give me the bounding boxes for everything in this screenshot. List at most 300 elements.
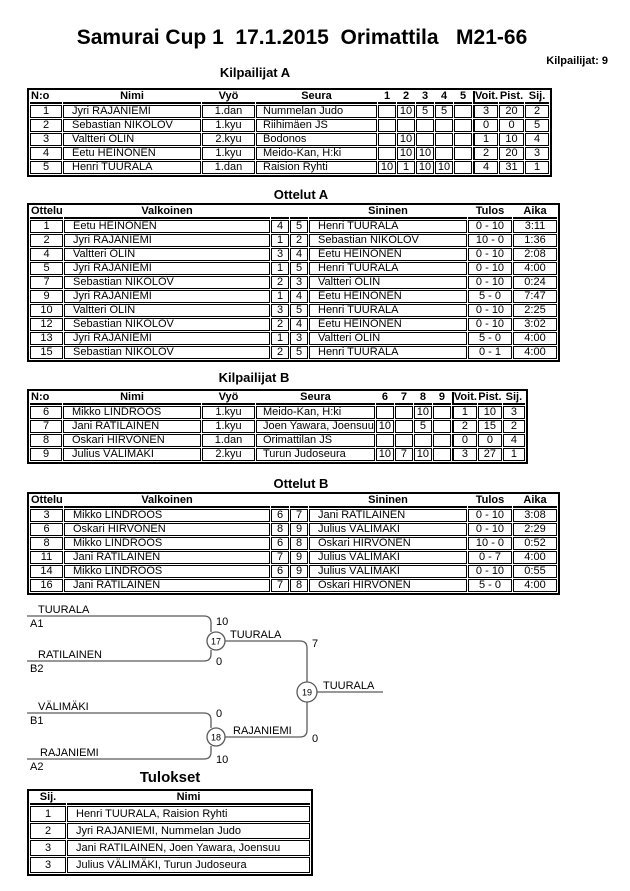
cell-scores-3 — [435, 147, 453, 160]
cell-match: 4 — [30, 248, 63, 261]
cell-wno: 7 — [271, 579, 289, 592]
col-header-match: Ottelu — [31, 206, 63, 217]
cell-time: 3:11 — [513, 220, 557, 233]
col-header-blue-no — [290, 495, 308, 508]
cell-time: 0:24 — [513, 276, 557, 289]
table-row — [30, 434, 525, 447]
cell-place: 2 — [30, 823, 66, 839]
cell-time: 3:08 — [513, 509, 557, 522]
cell-club: Riihimäen JS — [256, 119, 377, 132]
cell-result: 0 - 1 — [468, 346, 512, 359]
cell-name: Oskari HIRVONEN — [63, 434, 201, 447]
col-header-white-no — [271, 495, 289, 508]
cell-place: 3 — [30, 840, 66, 856]
cell-blue: Julius VÄLIMÄKI — [309, 551, 467, 564]
cell-scores-1: 7 — [395, 448, 413, 461]
cell-bno: 3 — [290, 332, 308, 345]
table-row — [30, 579, 557, 592]
cell-wno: 2 — [271, 346, 289, 359]
col-header-round: 1 — [378, 91, 396, 104]
cell-name: Jani RATILAINEN — [63, 420, 201, 433]
cell-white: Jyri RAJANIEMI — [64, 234, 270, 247]
cell-scores-3: 10 — [435, 161, 453, 174]
bracket-seed-label: B2 — [30, 663, 44, 675]
header-row — [30, 206, 557, 219]
cell-scores-0: 10 — [376, 448, 394, 461]
cell-blue: Eetu HEINONEN — [309, 290, 467, 303]
cell-place: 3 — [30, 857, 66, 873]
cell-scores-4 — [454, 161, 472, 174]
section-heading-matches-b: Ottelut B — [273, 476, 329, 491]
col-header-wins: Voit. — [453, 392, 477, 403]
cell-scores-3: 5 — [435, 105, 453, 118]
header-row — [30, 392, 525, 405]
col-header-white: Valkoinen — [64, 206, 270, 219]
cell-club: Bodonos — [256, 133, 377, 146]
cell-name: Jyri RAJANIEMI, Nummelan Judo — [67, 823, 310, 839]
pool-a-table — [27, 88, 552, 177]
cell-scores-4 — [454, 119, 472, 132]
cell-scores-1: 1 — [397, 161, 415, 174]
cell-time: 4:00 — [513, 579, 557, 592]
cell-match: 1 — [30, 220, 63, 233]
cell-place: 1 — [30, 806, 66, 822]
bracket-score: 10 — [216, 754, 229, 766]
table-row — [30, 220, 557, 233]
cell-match: 14 — [30, 565, 63, 578]
cell-result: 0 - 10 — [468, 523, 512, 536]
header-row — [30, 792, 310, 805]
col-header-time: Aika — [513, 495, 557, 508]
cell-result: 0 - 10 — [468, 248, 512, 261]
cell-scores-0 — [378, 119, 396, 132]
cell-bno: 4 — [290, 248, 308, 261]
table-row — [30, 147, 549, 160]
bracket-score: 0 — [312, 733, 319, 745]
cell-wno: 8 — [271, 523, 289, 536]
cell-scores-2: 5 — [416, 105, 434, 118]
col-header-place: Sij. — [30, 792, 66, 805]
cell-scores-0 — [378, 133, 396, 146]
cell-scores-4 — [454, 105, 472, 118]
cell-wno: 3 — [271, 304, 289, 317]
bracket-seed-label: B1 — [30, 715, 44, 727]
cell-result: 10 - 0 — [468, 234, 512, 247]
cell-scores-4 — [454, 147, 472, 160]
cell-place: 4 — [503, 434, 525, 447]
cell-club: Orimattilan JS — [256, 434, 375, 447]
cell-points: 20 — [499, 147, 524, 160]
cell-bno: 5 — [290, 220, 308, 233]
cell-blue: Oskari HIRVONEN — [309, 579, 467, 592]
table-row — [30, 304, 557, 317]
col-header-place: Sij. — [503, 392, 525, 405]
cell-scores-3 — [433, 448, 451, 461]
cell-club: Turun Judoseura — [256, 448, 375, 461]
cell-wno: 1 — [271, 262, 289, 275]
table-row — [30, 234, 557, 247]
cell-result: 0 - 10 — [468, 220, 512, 233]
table-row — [30, 823, 310, 839]
cell-belt: 1.dan — [202, 105, 255, 118]
cell-scores-4 — [454, 133, 472, 146]
col-header-name: Nimi — [67, 792, 310, 805]
bracket-entry-name: RAJANIEMI — [40, 747, 99, 759]
cell-white: Jyri RAJANIEMI — [64, 290, 270, 303]
table-row — [30, 806, 310, 822]
cell-wins: 2 — [473, 147, 498, 160]
col-header-club: Seura — [256, 392, 375, 405]
results-table — [27, 789, 313, 876]
cell-match: 6 — [30, 523, 63, 536]
col-header-no: N:o — [30, 91, 62, 104]
cell-result: 5 - 0 — [468, 579, 512, 592]
col-header-result: Tulos — [468, 495, 512, 508]
cell-wno: 3 — [271, 248, 289, 261]
cell-white: Sebastian NIKOLOV — [64, 276, 270, 289]
cell-result: 0 - 10 — [468, 318, 512, 331]
cell-points: 10 — [499, 133, 524, 146]
cell-bno: 8 — [290, 579, 308, 592]
cell-wno: 6 — [271, 537, 289, 550]
cell-time: 4:00 — [513, 551, 557, 564]
cell-blue: Valtteri OLIN — [309, 332, 467, 345]
col-header-belt: Vyö — [202, 392, 255, 405]
cell-match: 7 — [30, 276, 63, 289]
table-row — [30, 248, 557, 261]
table-row — [30, 448, 525, 461]
col-header-round: 7 — [395, 392, 413, 405]
cell-scores-0 — [376, 406, 394, 419]
cell-club: Nummelan Judo — [256, 105, 377, 118]
cell-match: 9 — [30, 290, 63, 303]
bracket-match-number: 19 — [301, 687, 313, 698]
cell-match: 11 — [30, 551, 63, 564]
header-row — [30, 495, 557, 508]
cell-place: 5 — [525, 119, 549, 132]
section-heading-pool-a: Kilpailijat A — [219, 65, 291, 80]
cell-wno: 4 — [271, 220, 289, 233]
cell-time: 4:00 — [513, 262, 557, 275]
cell-wins: 1 — [473, 133, 498, 146]
cell-white: Jani RATILAINEN — [64, 579, 270, 592]
cell-scores-1 — [395, 434, 413, 447]
cell-time: 4:00 — [513, 346, 557, 359]
col-header-match: Ottelu — [31, 495, 63, 506]
cell-points: 0 — [499, 119, 524, 132]
table-row — [30, 332, 557, 345]
cell-no: 3 — [30, 133, 62, 146]
bracket-match-number: 17 — [210, 636, 222, 647]
bracket-match-number: 18 — [210, 732, 222, 743]
cell-wno: 6 — [271, 509, 289, 522]
cell-white: Sebastian NIKOLOV — [64, 318, 270, 331]
cell-bno: 5 — [290, 304, 308, 317]
cell-scores-0: 10 — [376, 420, 394, 433]
cell-wno: 1 — [271, 332, 289, 345]
cell-match: 3 — [30, 509, 63, 522]
col-header-place: Sij. — [525, 91, 549, 104]
cell-wins: 0 — [452, 434, 477, 447]
cell-time: 3:02 — [513, 318, 557, 331]
table-row — [30, 857, 310, 873]
cell-scores-0: 10 — [378, 161, 396, 174]
cell-name: Henri TUURALA — [63, 161, 201, 174]
cell-time: 4:00 — [513, 332, 557, 345]
cell-name: Sebastian NIKOLOV — [63, 119, 201, 132]
cell-belt: 1.kyu — [202, 420, 255, 433]
cell-club: Meido-Kan, H:ki — [256, 406, 375, 419]
cell-result: 5 - 0 — [468, 290, 512, 303]
cell-blue: Eetu HEINONEN — [309, 248, 467, 261]
col-header-round: 5 — [454, 91, 472, 104]
cell-place: 2 — [503, 420, 525, 433]
cell-result: 0 - 10 — [468, 276, 512, 289]
cell-wno: 2 — [271, 318, 289, 331]
cell-bno: 7 — [290, 509, 308, 522]
col-header-blue-no — [290, 206, 308, 219]
cell-wins: 4 — [473, 161, 498, 174]
cell-name: Jyri RAJANIEMI — [63, 105, 201, 118]
cell-belt: 1.kyu — [202, 406, 255, 419]
cell-club: Meido-Kan, H:ki — [256, 147, 377, 160]
col-header-round: 4 — [435, 91, 453, 104]
cell-name: Henri TUURALA, Raision Ryhti — [67, 806, 310, 822]
table-row — [30, 161, 549, 174]
cell-blue: Jani RATILAINEN — [309, 509, 467, 522]
cell-white: Eetu HEINONEN — [64, 220, 270, 233]
cell-scores-3 — [433, 434, 451, 447]
cell-points: 15 — [478, 420, 502, 433]
bracket-entry-name: RATILAINEN — [38, 649, 102, 661]
cell-points: 31 — [499, 161, 524, 174]
cell-bno: 4 — [290, 318, 308, 331]
cell-bno: 9 — [290, 523, 308, 536]
cell-match: 12 — [30, 318, 63, 331]
cell-wno: 7 — [271, 551, 289, 564]
cell-result: 5 - 0 — [468, 332, 512, 345]
cell-match: 2 — [30, 234, 63, 247]
table-row — [30, 537, 557, 550]
cell-place: 1 — [503, 448, 525, 461]
cell-belt: 1.dan — [202, 161, 255, 174]
cell-white: Jyri RAJANIEMI — [64, 262, 270, 275]
table-row — [30, 840, 310, 856]
cell-blue: Julius VÄLIMÄKI — [309, 523, 467, 536]
cell-scores-2 — [414, 434, 432, 447]
cell-result: 0 - 10 — [468, 509, 512, 522]
cell-white: Jani RATILAINEN — [64, 551, 270, 564]
cell-bno: 4 — [290, 290, 308, 303]
table-row — [30, 509, 557, 522]
table-row — [30, 290, 557, 303]
cell-scores-2: 5 — [414, 420, 432, 433]
table-row — [30, 565, 557, 578]
cell-result: 10 - 0 — [468, 537, 512, 550]
cell-no: 7 — [30, 420, 62, 433]
cell-scores-1 — [395, 406, 413, 419]
cell-belt: 1.kyu — [202, 119, 255, 132]
cell-white: Mikko LINDROOS — [64, 537, 270, 550]
cell-result: 0 - 7 — [468, 551, 512, 564]
matches-b-table — [27, 492, 560, 595]
cell-name: Mikko LINDROOS — [63, 406, 201, 419]
cell-wno: 1 — [271, 234, 289, 247]
cell-time: 0:52 — [513, 537, 557, 550]
section-heading-results: Tulokset — [139, 769, 201, 786]
cell-belt: 2.kyu — [202, 448, 255, 461]
col-header-points: Pist. — [478, 392, 502, 403]
bracket-score: 10 — [216, 616, 229, 628]
cell-bno: 5 — [290, 346, 308, 359]
cell-white: Oskari HIRVONEN — [64, 523, 270, 536]
cell-place: 1 — [525, 161, 549, 174]
cell-scores-3 — [435, 119, 453, 132]
cell-blue: Oskari HIRVONEN — [309, 537, 467, 550]
cell-name: Eetu HEINONEN — [63, 147, 201, 160]
pool-b-table — [27, 389, 528, 464]
cell-points: 27 — [478, 448, 502, 461]
cell-scores-1: 10 — [397, 147, 415, 160]
cell-points: 0 — [478, 434, 502, 447]
cell-no: 9 — [30, 448, 62, 461]
table-row — [30, 420, 525, 433]
cell-blue: Henri TUURALA — [309, 346, 467, 359]
cell-time: 7:47 — [513, 290, 557, 303]
cell-club: Joen Yawara, Joensuu — [256, 420, 375, 433]
cell-no: 4 — [30, 147, 62, 160]
cell-scores-1: 10 — [397, 105, 415, 118]
col-header-white-no — [271, 206, 289, 219]
cell-scores-2: 10 — [414, 448, 432, 461]
cell-match: 15 — [30, 346, 63, 359]
table-row — [30, 262, 557, 275]
cell-bno: 9 — [290, 565, 308, 578]
bracket-winner-name: TUURALA — [230, 629, 282, 641]
cell-time: 2:08 — [513, 248, 557, 261]
bracket-score: 0 — [216, 656, 223, 668]
cell-result: 0 - 10 — [468, 304, 512, 317]
cell-time: 1:36 — [513, 234, 557, 247]
cell-scores-2 — [416, 119, 434, 132]
cell-bno: 8 — [290, 537, 308, 550]
cell-scores-1: 10 — [397, 133, 415, 146]
bracket-line — [225, 641, 307, 682]
cell-wins: 2 — [452, 420, 477, 433]
cell-scores-0 — [376, 434, 394, 447]
section-heading-pool-b: Kilpailijat B — [218, 370, 290, 385]
cell-blue: Henri TUURALA — [309, 304, 467, 317]
cell-name: Julius VÄLIMÄKI — [63, 448, 201, 461]
cell-match: 5 — [30, 262, 63, 275]
cell-time: 0:55 — [513, 565, 557, 578]
cell-result: 0 - 10 — [468, 262, 512, 275]
cell-match: 10 — [30, 304, 63, 317]
bracket-score: 0 — [216, 708, 223, 720]
cell-time: 2:29 — [513, 523, 557, 536]
cell-scores-1 — [397, 119, 415, 132]
cell-no: 8 — [30, 434, 62, 447]
cell-no: 1 — [30, 105, 62, 118]
bracket-seed-label: A1 — [30, 618, 44, 630]
col-header-result: Tulos — [468, 206, 512, 219]
cell-white: Valtteri OLIN — [64, 248, 270, 261]
page-title: Samurai Cup 1 17.1.2015 Orimattila M21-66 — [76, 26, 528, 49]
cell-no: 6 — [30, 406, 62, 419]
col-header-no: N:o — [30, 392, 62, 405]
col-header-blue: Sininen — [309, 495, 467, 508]
cell-scores-0 — [378, 147, 396, 160]
bracket-line — [27, 713, 211, 728]
cell-no: 5 — [30, 161, 62, 174]
cell-wno: 2 — [271, 276, 289, 289]
table-row — [30, 406, 525, 419]
col-header-round: 3 — [416, 91, 434, 104]
cell-club: Raision Ryhti — [256, 161, 377, 174]
table-row — [30, 119, 549, 132]
cell-wins: 3 — [473, 105, 498, 118]
cell-bno: 5 — [290, 262, 308, 275]
col-header-name: Nimi — [63, 392, 201, 405]
cell-white: Mikko LINDROOS — [64, 509, 270, 522]
cell-place: 4 — [525, 133, 549, 146]
cell-scores-3 — [433, 420, 451, 433]
table-row — [30, 318, 557, 331]
cell-wins: 1 — [452, 406, 477, 419]
participants-count: Kilpailijat: 9 — [546, 55, 608, 67]
cell-scores-2: 10 — [414, 406, 432, 419]
cell-wno: 6 — [271, 565, 289, 578]
cell-time: 2:25 — [513, 304, 557, 317]
cell-place: 3 — [525, 147, 549, 160]
cell-name: Julius VÄLIMÄKI, Turun Judoseura — [67, 857, 310, 873]
col-header-white: Valkoinen — [64, 495, 270, 508]
bracket-seed-label: A2 — [30, 761, 44, 773]
bracket-winner-name: RAJANIEMI — [233, 725, 292, 737]
cell-bno: 2 — [290, 234, 308, 247]
col-header-time: Aika — [513, 206, 557, 219]
col-header-wins: Voit. — [475, 91, 499, 102]
cell-white: Valtteri OLIN — [64, 304, 270, 317]
table-row — [30, 523, 557, 536]
cell-points: 20 — [499, 105, 524, 118]
table-row — [30, 551, 557, 564]
cell-name: Valtteri OLIN — [63, 133, 201, 146]
final-bracket — [0, 596, 630, 791]
table-row — [30, 105, 549, 118]
col-header-round: 2 — [397, 91, 415, 104]
bracket-entry-name: TUURALA — [38, 604, 90, 616]
cell-scores-1 — [395, 420, 413, 433]
cell-bno: 3 — [290, 276, 308, 289]
bracket-winner-name: TUURALA — [323, 680, 375, 692]
col-header-round: 6 — [376, 392, 394, 405]
cell-place: 3 — [503, 406, 525, 419]
cell-white: Sebastian NIKOLOV — [64, 346, 270, 359]
matches-a-table — [27, 203, 560, 362]
col-header-round: 9 — [433, 392, 451, 405]
bracket-entry-name: VÄLIMÄKI — [38, 701, 89, 713]
cell-wins: 3 — [452, 448, 477, 461]
bracket-score: 7 — [312, 638, 319, 650]
cell-scores-2 — [416, 133, 434, 146]
bracket-line — [27, 616, 211, 632]
cell-match: 16 — [30, 579, 63, 592]
cell-scores-2: 10 — [416, 147, 434, 160]
cell-match: 8 — [30, 537, 63, 550]
cell-wno: 1 — [271, 290, 289, 303]
cell-scores-2: 10 — [416, 161, 434, 174]
